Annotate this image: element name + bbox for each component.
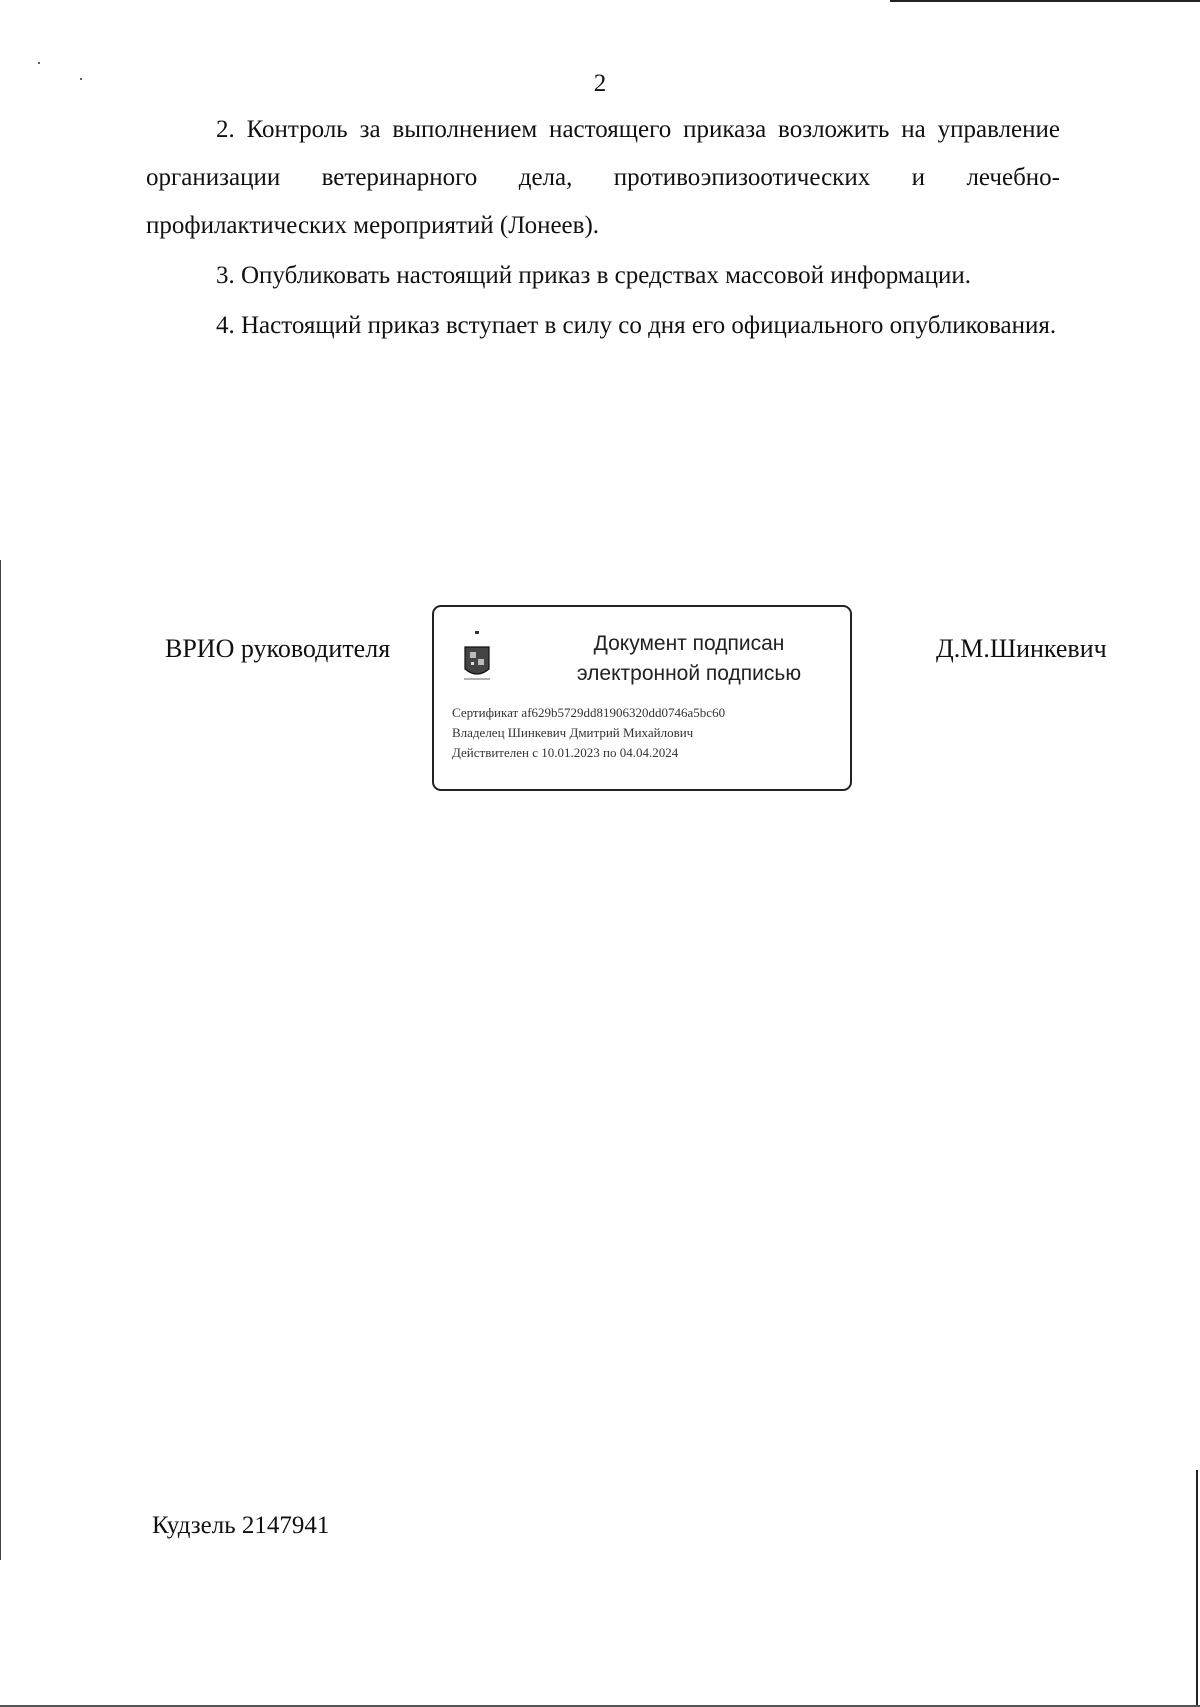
scan-edge-right — [1196, 1470, 1198, 1707]
stamp-heading-line2: электронной подписью — [576, 662, 802, 685]
document-body — [146, 106, 1060, 352]
coat-of-arms-icon — [462, 629, 492, 701]
paragraph-effective: 4. Настоящий приказ вступает в силу со дня его официального опубликования. — [216, 312, 1057, 339]
page-number: 2 — [593, 70, 607, 97]
paragraph-publish: 3. Опубликовать настоящий приказ в средствах массовой информации. — [216, 262, 972, 289]
electronic-signature-stamp — [432, 605, 852, 791]
stamp-owner: Владелец Шинкевич Дмитрий Михайлович — [452, 725, 694, 740]
stamp-heading — [554, 629, 824, 689]
paragraph-control: 2. Контроль за выполнением настоящего приказа возложить на управление организации ветеринарного дела, противоэпизоотических и лечебно-профилактических мероприятий (Лонеев). — [146, 116, 1060, 239]
scan-edge-left — [0, 560, 1, 1560]
scan-speck — [38, 62, 40, 64]
stamp-certificate: Сертификат af629b5729dd81906320dd0746a5bc60 — [452, 705, 726, 720]
stamp-details — [452, 703, 842, 763]
executor-info: Кудзель 2147941 — [152, 1512, 330, 1539]
stamp-validity: Действителен с 10.01.2023 по 04.04.2024 — [452, 745, 679, 760]
scan-edge-top — [890, 0, 1200, 2]
signer-name: Д.М.Шинкевич — [936, 634, 1107, 663]
signer-title: ВРИО руководителя — [165, 634, 391, 663]
stamp-heading-line1: Документ подписан — [593, 632, 785, 655]
